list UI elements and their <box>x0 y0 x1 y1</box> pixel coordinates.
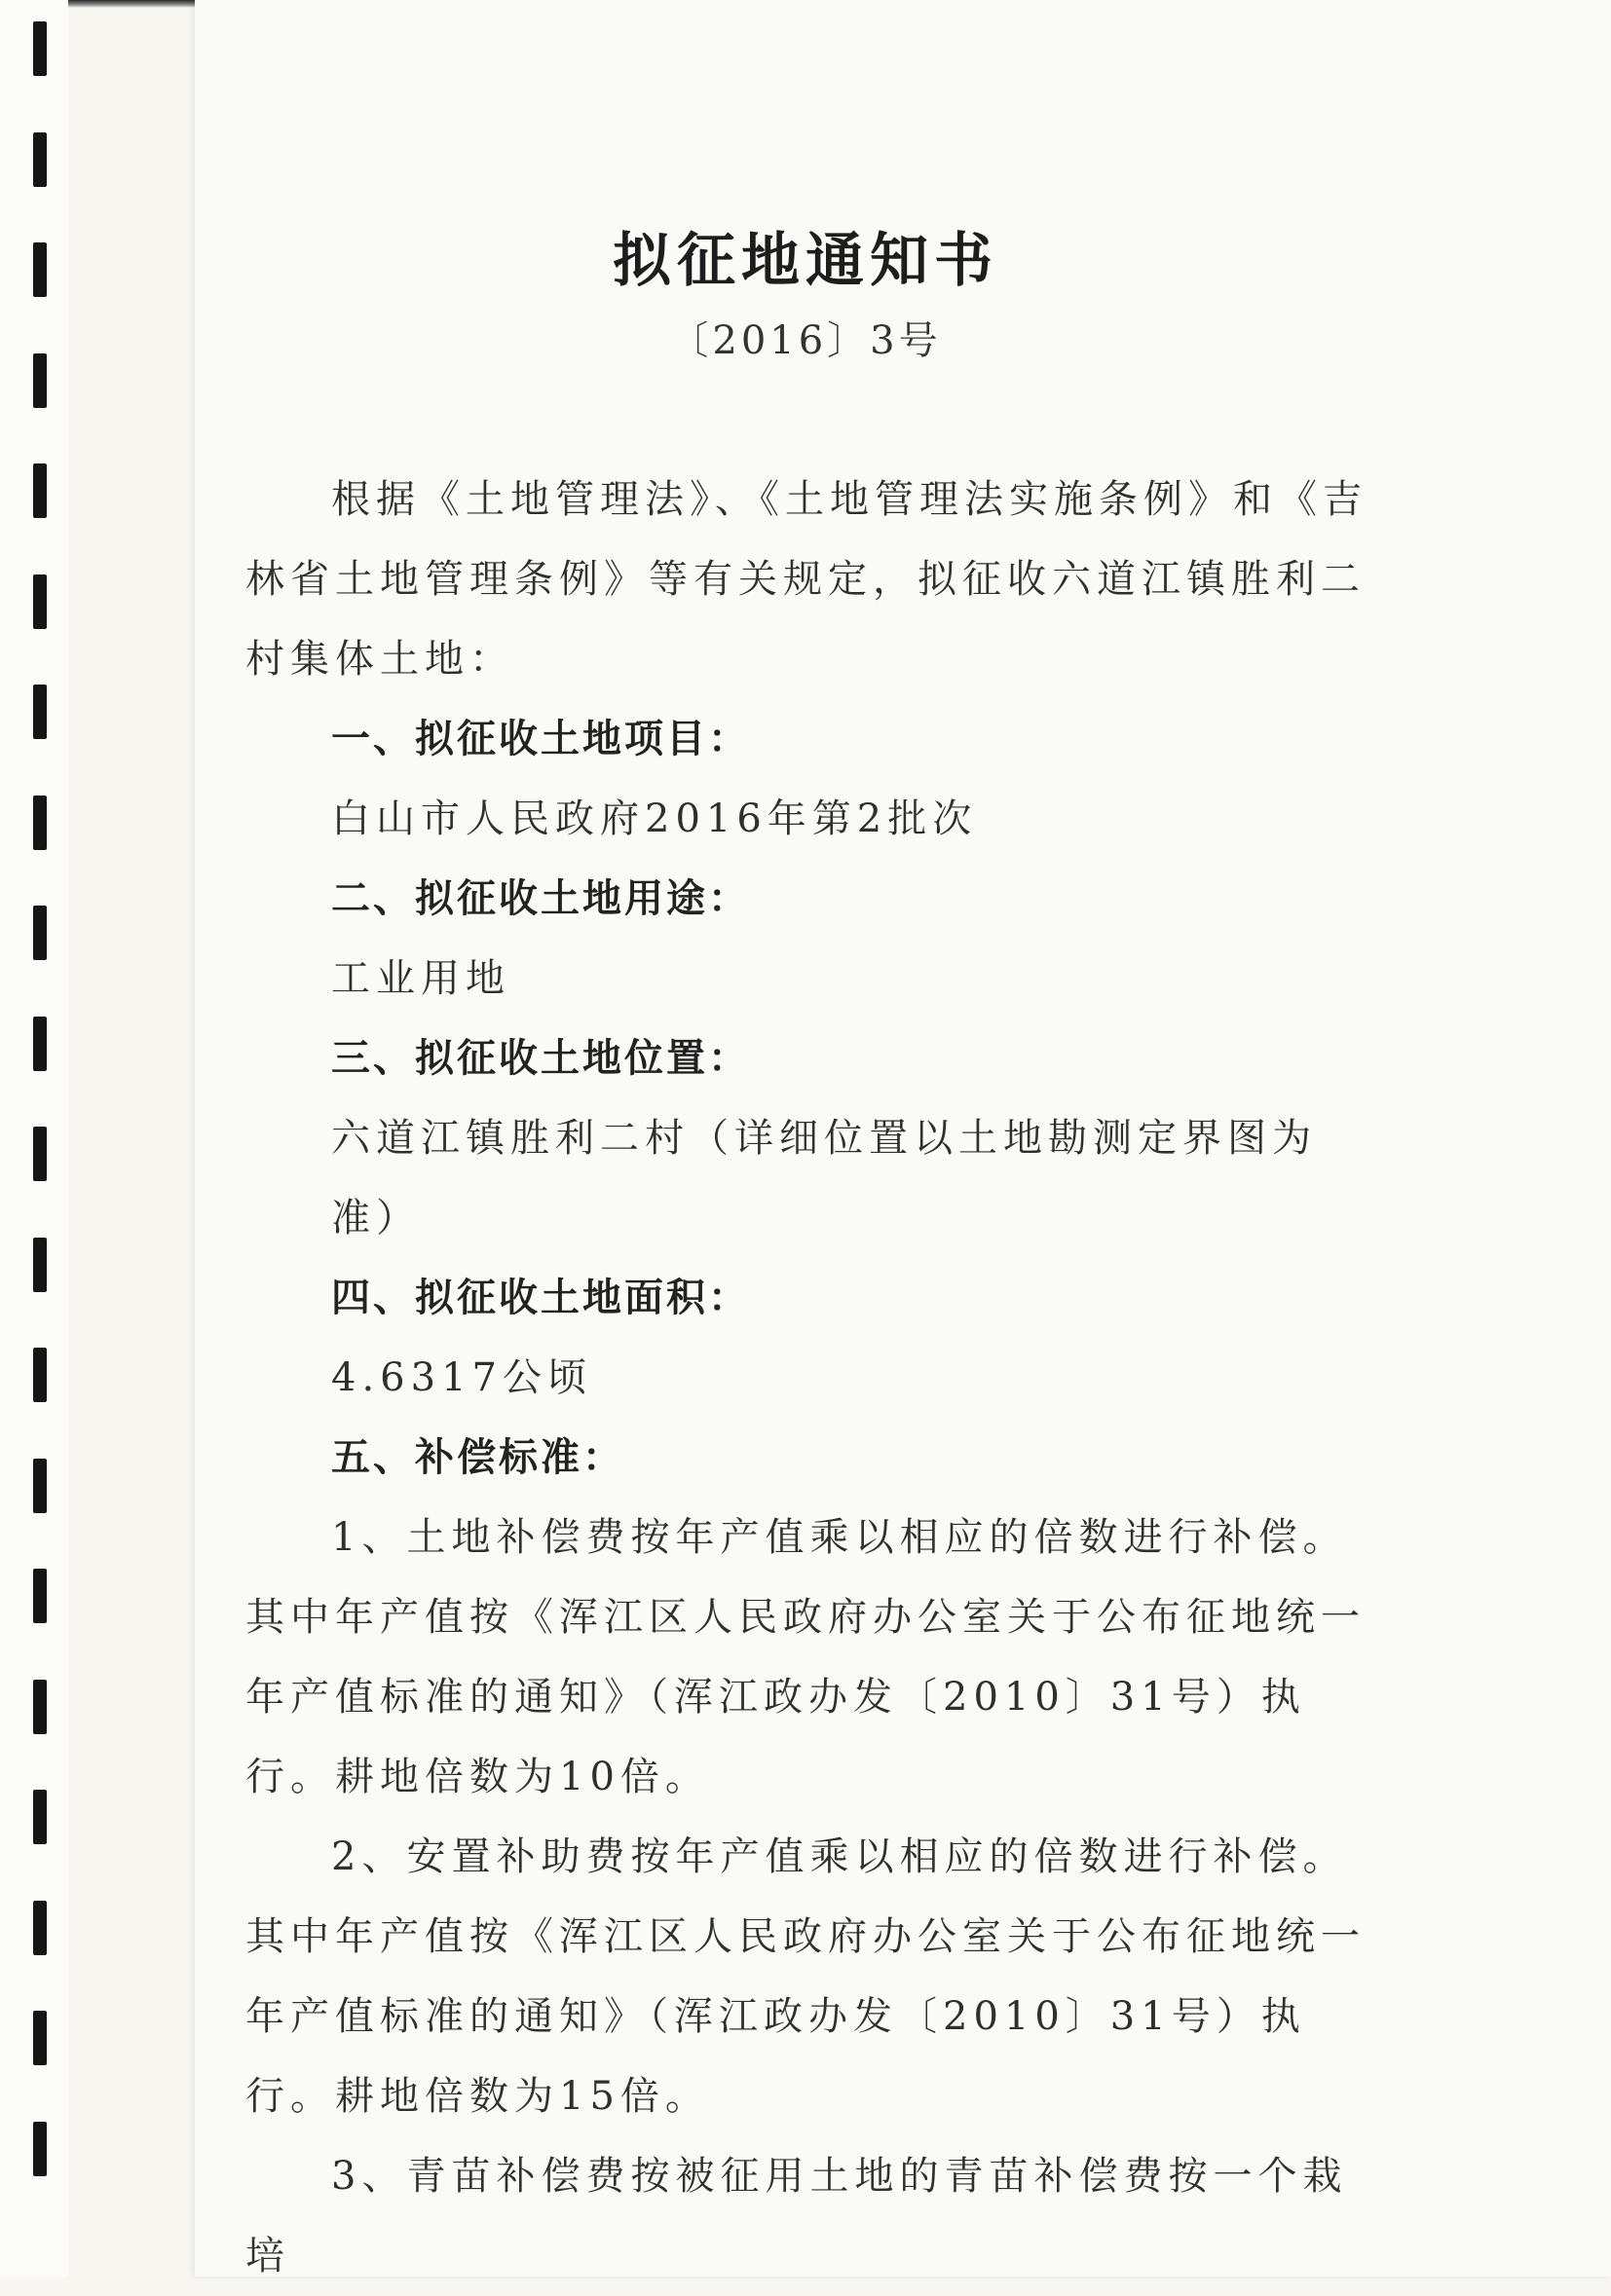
binding-hole <box>33 21 47 76</box>
binding-hole <box>33 1569 47 1623</box>
document-body <box>245 460 1385 2296</box>
section-heading-location: 三、拟征收土地位置： <box>331 1036 750 1081</box>
binding-hole <box>33 1348 47 1402</box>
binding-hole <box>33 1017 47 1071</box>
section-value-usage: 工业用地 <box>331 956 510 1001</box>
section-value-project: 白山市人民政府2016年第2批次 <box>331 796 978 841</box>
binding-hole <box>33 1459 47 1513</box>
intro-paragraph: 根据《土地管理法》、《土地管理法实施条例》和《吉林省土地管理条例》等有关规定，拟征收六道江镇胜利二村集体土地： <box>245 477 1367 682</box>
binding-hole <box>33 132 47 187</box>
binding-hole <box>33 1680 47 1734</box>
compensation-item-crops: 3、青苗补偿费按被征用土地的青苗补偿费按一个栽培 <box>245 2154 1348 2278</box>
binding-hole <box>33 1790 47 1844</box>
compensation-heading: 五、补偿标准： <box>331 1435 624 1480</box>
binding-strip <box>0 0 68 2277</box>
section-heading-usage: 二、拟征收土地用途： <box>331 876 750 921</box>
binding-hole <box>33 2011 47 2065</box>
binding-hole <box>33 906 47 960</box>
binding-hole <box>33 463 47 518</box>
binding-hole <box>33 1901 47 1955</box>
binding-hole <box>33 685 47 739</box>
section-value-location: 六道江镇胜利二村（详细位置以土地勘测定界图为准） <box>331 1116 1317 1241</box>
binding-hole <box>33 1127 47 1181</box>
binding-hole <box>33 1238 47 1292</box>
binding-hole <box>33 2122 47 2176</box>
section-heading-area: 四、拟征收土地面积： <box>331 1276 750 1320</box>
binding-hole <box>33 242 47 297</box>
section-value-area: 4.6317公顷 <box>331 1355 592 1400</box>
binding-hole <box>33 353 47 408</box>
compensation-item-land: 1、土地补偿费按年产值乘以相应的倍数进行补偿。其中年产值按《浑江区人民政府办公室关于公布征地统一年产值标准的通知》（浑江政办发〔2010〕31号）执行。耕地倍数为10倍。 <box>245 1515 1366 1799</box>
section-heading-project: 一、拟征收土地项目： <box>331 717 750 761</box>
binding-hole <box>33 574 47 629</box>
document-title: 拟征地通知书 <box>613 227 998 295</box>
binding-hole <box>33 796 47 850</box>
compensation-item-resettlement: 2、安置补助费按年产值乘以相应的倍数进行补偿。其中年产值按《浑江区人民政府办公室关于公布征地统一年产值标准的通知》（浑江政办发〔2010〕31号）执行。耕地倍数为15倍。 <box>245 1834 1366 2119</box>
document-number: 〔2016〕3号 <box>669 318 942 363</box>
